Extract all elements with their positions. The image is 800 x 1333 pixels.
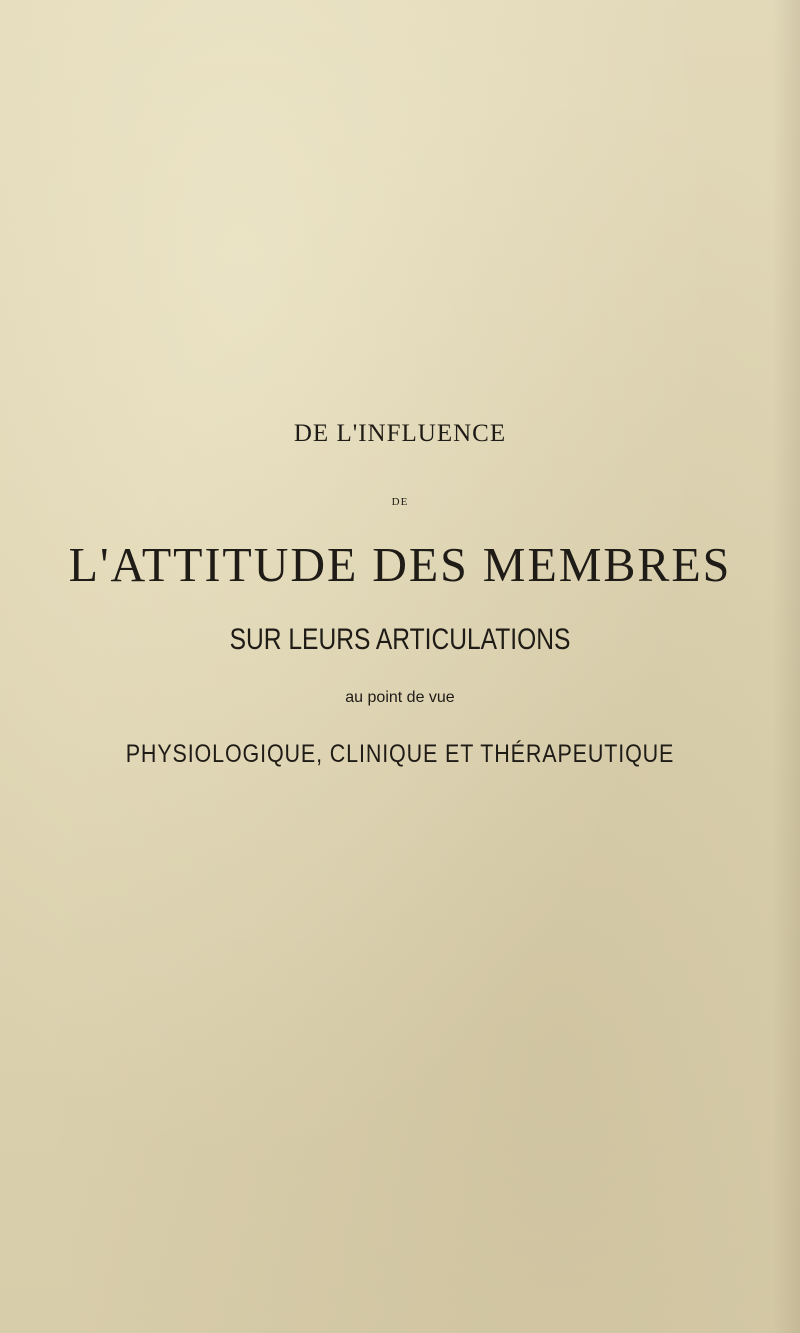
page-edge-shadow [772, 0, 800, 1333]
title-line-main: L'ATTITUDE DES MEMBRES [68, 537, 732, 592]
title-line-de-influence: DE L'INFLUENCE [293, 420, 507, 447]
title-line-de: DE [391, 496, 409, 508]
title-line-au-point-de-vue: au point de vue [345, 689, 455, 706]
title-line-subject: PHYSIOLOGIQUE, CLINIQUE ET THÉRAPEUTIQUE [125, 740, 675, 768]
title-line-articulations: SUR LEURS ARTICULATIONS [229, 623, 571, 656]
